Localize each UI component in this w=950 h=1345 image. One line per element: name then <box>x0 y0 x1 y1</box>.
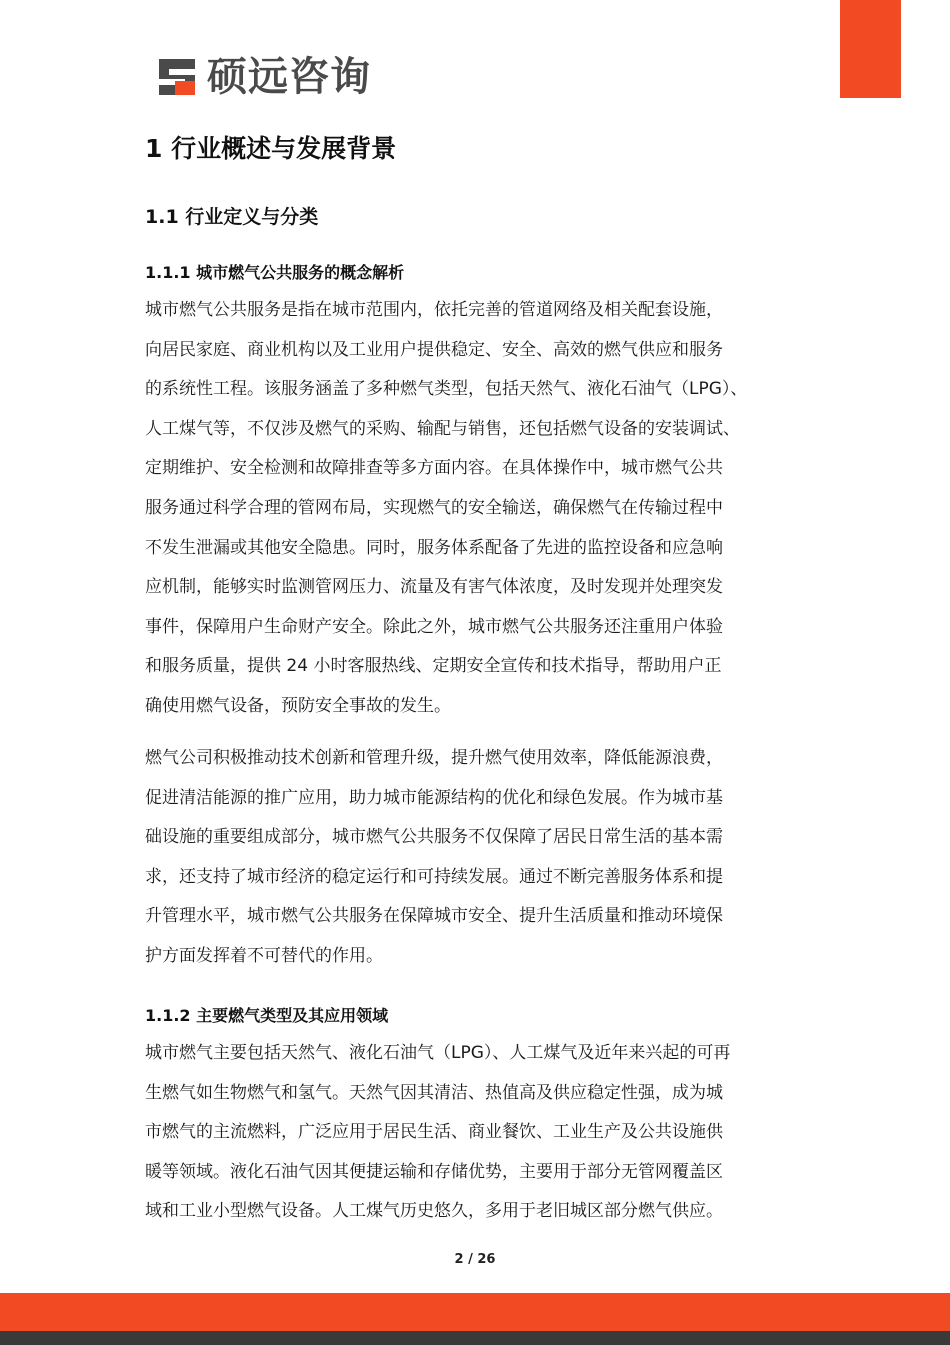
logo <box>155 52 371 102</box>
text-line: 不发生泄漏或其他安全隐患。同时，服务体系配备了先进的监控设备和应急响 <box>145 537 723 558</box>
text-line: 人工煤气等，不仅涉及燃气的采购、输配与销售，还包括燃气设备的安装调试、 <box>145 418 740 439</box>
subsection-heading-1-1-2: 1.1.2 主要燃气类型及其应用领域 <box>145 1006 389 1025</box>
paragraph-innovation <box>145 739 825 977</box>
text-line: 市燃气的主流燃料，广泛应用于居民生活、商业餐饮、工业生产及公共设施供 <box>145 1122 723 1143</box>
text-line: 事件，保障用户生命财产安全。除此之外，城市燃气公共服务还注重用户体验 <box>145 616 723 637</box>
paragraph-concept <box>145 291 825 727</box>
text-line: 燃气公司积极推动技术创新和管理升级，提升燃气使用效率，降低能源浪费， <box>145 748 723 768</box>
text-line: 城市燃气主要包括天然气、液化石油气（LPG）、人工煤气及近年来兴起的可再 <box>145 1043 731 1063</box>
text-line: 护方面发挥着不可替代的作用。 <box>145 945 383 966</box>
text-line: 服务通过科学合理的管网布局，实现燃气的安全输送，确保燃气在传输过程中 <box>145 497 723 518</box>
text-line: 促进清洁能源的推广应用，助力城市能源结构的优化和绿色发展。作为城市基 <box>145 787 723 808</box>
text-line: 向居民家庭、商业机构以及工业用户提供稳定、安全、高效的燃气供应和服务 <box>145 339 723 360</box>
text-line: 城市燃气公共服务是指在城市范围内，依托完善的管道网络及相关配套设施， <box>145 300 723 320</box>
text-line: 生燃气如生物燃气和氢气。天然气因其清洁、热值高及供应稳定性强，成为城 <box>145 1082 723 1103</box>
logo-text: 硕远咨询 <box>207 54 371 100</box>
chapter-heading: 1 行业概述与发展背景 <box>145 134 397 163</box>
text-line: 域和工业小型燃气设备。人工煤气历史悠久，多用于老旧城区部分燃气供应。 <box>145 1201 723 1222</box>
text-line: 的系统性工程。该服务涵盖了多种燃气类型，包括天然气、液化石油气（LPG）、 <box>145 379 748 400</box>
corner-accent-block <box>840 0 901 98</box>
text-line: 础设施的重要组成部分，城市燃气公共服务不仅保障了居民日常生活的基本需 <box>145 827 723 848</box>
footer-dark-strip <box>0 1331 950 1345</box>
section-heading: 1.1 行业定义与分类 <box>145 206 319 228</box>
paragraph-gas-types <box>145 1034 825 1232</box>
text-line: 定期维护、安全检测和故障排查等多方面内容。在具体操作中，城市燃气公共 <box>145 458 723 479</box>
subsection-heading-1-1-1: 1.1.1 城市燃气公共服务的概念解析 <box>145 263 405 282</box>
footer-accent-bar <box>0 1293 950 1331</box>
logo-mark-icon <box>155 55 199 99</box>
text-line: 暖等领域。液化石油气因其便捷运输和存储优势，主要用于部分无管网覆盖区 <box>145 1161 723 1182</box>
page-number: 2 / 26 <box>454 1252 496 1267</box>
text-line: 确使用燃气设备，预防安全事故的发生。 <box>145 695 451 716</box>
text-line: 应机制，能够实时监测管网压力、流量及有害气体浓度，及时发现并处理突发 <box>145 577 723 598</box>
text-line: 和服务质量，提供 24 小时客服热线、定期安全宣传和技术指导，帮助用户正 <box>145 656 722 677</box>
text-line: 升管理水平，城市燃气公共服务在保障城市安全、提升生活质量和推动环境保 <box>145 906 723 927</box>
text-line: 求，还支持了城市经济的稳定运行和可持续发展。通过不断完善服务体系和提 <box>145 866 723 887</box>
